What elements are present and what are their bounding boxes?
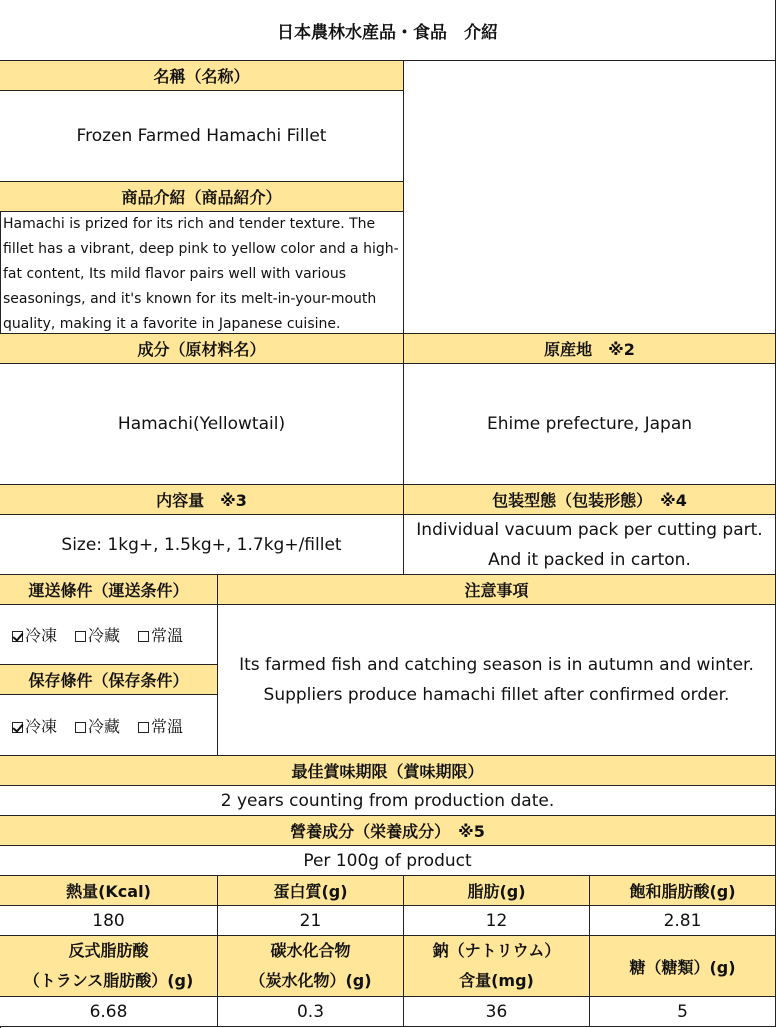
- nutrition-header-sugar: 糖（糖類）(g): [590, 936, 776, 997]
- checkbox-empty-icon[interactable]: [138, 631, 149, 642]
- header-line-2: （トランス脂肪酸）(g): [23, 971, 194, 990]
- best-before-label: 最佳賞味期限（賞味期限）: [0, 756, 776, 786]
- name-label: 名稱（名称）: [0, 61, 404, 91]
- nutrition-header-protein: 蛋白質(g): [218, 876, 404, 906]
- packaging-line-1: Individual vacuum pack per cutting part.: [416, 519, 763, 540]
- page-title: 日本農林水産品・食品 介紹: [0, 0, 776, 61]
- checkbox-checked-icon[interactable]: [12, 722, 23, 733]
- option-label: 冷藏: [88, 716, 121, 736]
- packaging-line-2: And it packed in carton.: [488, 549, 691, 570]
- header-line-1: 反式脂肪酸: [68, 941, 149, 960]
- nutrition-value-saturated-fat: 2.81: [590, 906, 776, 936]
- packaging-label: 包装型態（包装形態） ※4: [404, 485, 776, 515]
- notes-value: [218, 605, 776, 756]
- name-value: Frozen Farmed Hamachi Fillet: [0, 91, 404, 182]
- origin-value: Ehime prefecture, Japan: [404, 364, 776, 485]
- nutrition-header-fat: 脂肪(g): [404, 876, 590, 906]
- option-label: 冷凍: [25, 626, 58, 645]
- content-value: Size: 1kg+, 1.5kg+, 1.7kg+/fillet: [0, 515, 404, 575]
- nutrition-header-saturated-fat: 飽和脂肪酸(g): [590, 876, 776, 906]
- nutrition-value-carbohydrate: 0.3: [218, 997, 404, 1027]
- checkbox-empty-icon[interactable]: [75, 722, 86, 733]
- transport-label: 運送條件（運送条件）: [0, 575, 218, 605]
- header-line-1: 鈉（ナトリウム）: [432, 941, 561, 960]
- content-label: 内容量 ※3: [0, 485, 404, 515]
- ingredients-label: 成分（原材料名）: [0, 334, 404, 364]
- transport-option-chilled[interactable]: [75, 623, 120, 646]
- nutrition-value-energy: 180: [0, 906, 218, 936]
- origin-label: 原産地 ※2: [404, 334, 776, 364]
- storage-label: 保存條件（保存条件）: [0, 665, 218, 695]
- option-label: 冷藏: [88, 626, 121, 645]
- storage-option-chilled[interactable]: [75, 714, 120, 737]
- header-line-2: 含量(mg): [459, 971, 534, 990]
- notes-label: 注意事項: [218, 575, 776, 605]
- best-before-value: 2 years counting from production date.: [0, 786, 776, 816]
- nutrition-header-trans-fat: [0, 936, 218, 997]
- transport-option-ambient[interactable]: [138, 623, 183, 646]
- nutrition-value-fat: 12: [404, 906, 590, 936]
- option-label: 常溫: [151, 716, 184, 736]
- nutrition-value-sugar: 5: [590, 997, 776, 1027]
- checkbox-empty-icon[interactable]: [138, 722, 149, 733]
- header-line-2: （炭水化物）(g): [249, 971, 372, 990]
- nutrition-header-carbohydrate: [218, 936, 404, 997]
- nutrition-basis: Per 100g of product: [0, 846, 776, 876]
- transport-option-frozen[interactable]: [12, 623, 57, 646]
- storage-options: [0, 695, 218, 756]
- checkbox-checked-icon[interactable]: [12, 631, 23, 642]
- nutrition-label: 營養成分（栄養成分） ※5: [0, 816, 776, 846]
- intro-value: Hamachi is prized for its rich and tender texture. The fillet has a vibrant, deep pink to yellow color and a high-fat content, Its mild flavor pairs well with various seasonings, and it's known for its melt-in-your-mouth quality, making it a favorite in Japanese cuisine.: [0, 212, 404, 334]
- nutrition-value-sodium: 36: [404, 997, 590, 1027]
- nutrition-value-trans-fat: 6.68: [0, 997, 218, 1027]
- intro-label: 商品介紹（商品紹介）: [0, 182, 404, 212]
- notes-line-2: Suppliers produce hamachi fillet after confirmed order.: [263, 685, 730, 705]
- header-line-1: 碳水化合物: [270, 941, 351, 960]
- nutrition-value-protein: 21: [218, 906, 404, 936]
- ingredients-value: Hamachi(Yellowtail): [0, 364, 404, 485]
- storage-option-frozen[interactable]: [12, 714, 57, 737]
- packaging-value: [404, 515, 776, 575]
- checkbox-empty-icon[interactable]: [75, 631, 86, 642]
- transport-options: [0, 605, 218, 665]
- storage-option-ambient[interactable]: [138, 714, 183, 737]
- nutrition-header-energy: 熱量(Kcal): [0, 876, 218, 906]
- nutrition-header-sodium: [404, 936, 590, 997]
- notes-line-1: Its farmed fish and catching season is in autumn and winter.: [239, 655, 754, 675]
- product-image-area: [404, 61, 776, 334]
- option-label: 冷凍: [25, 716, 58, 736]
- option-label: 常溫: [151, 626, 184, 645]
